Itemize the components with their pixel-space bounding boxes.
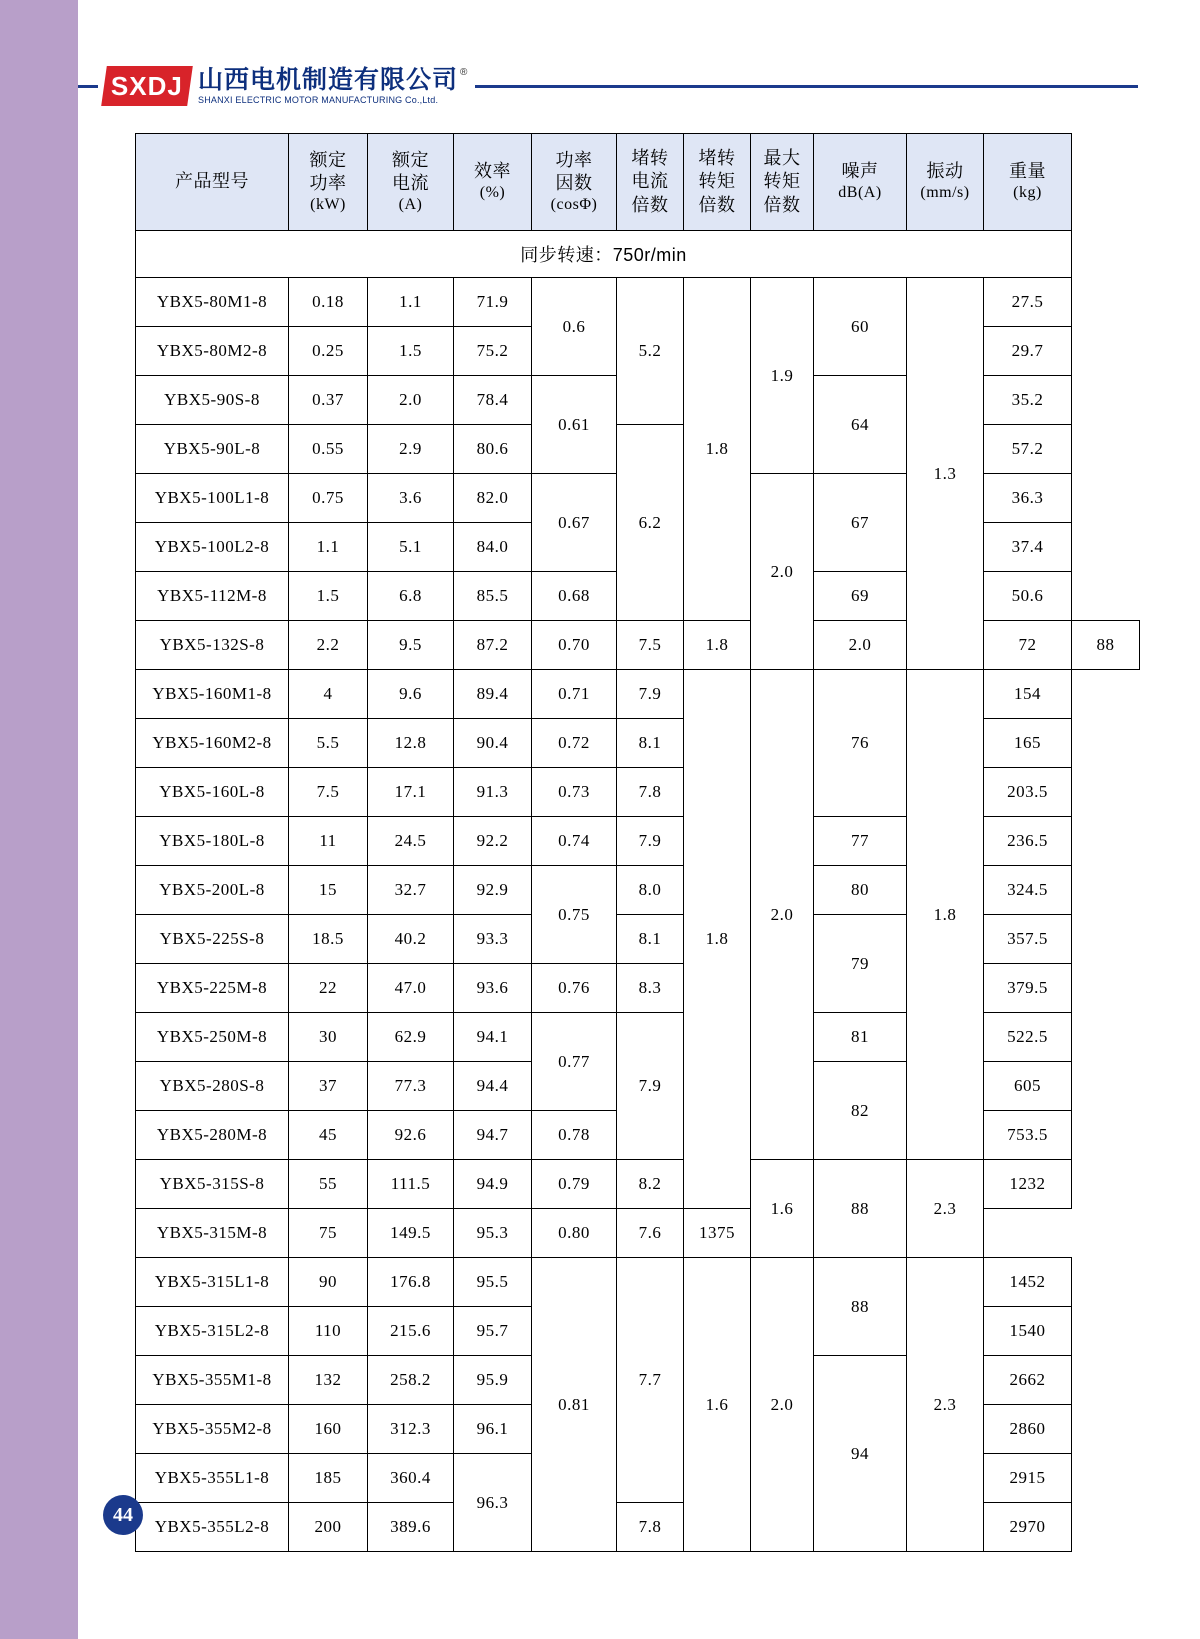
cell-power-factor: 0.74 [532,817,617,866]
cell-power-factor: 0.6 [532,278,617,376]
cell-current: 2.9 [368,425,454,474]
cell-power: 110 [289,1307,368,1356]
cell-power-factor: 0.81 [532,1258,617,1552]
page-content [78,0,1200,1639]
table-row [136,1013,1140,1062]
cell-model: YBX5-132S-8 [136,621,289,670]
cell-power: 0.18 [289,278,368,327]
cell-weight: 379.5 [984,964,1072,1013]
col-header-weight-unit: (kg) [1013,184,1042,202]
cell-current: 258.2 [368,1356,454,1405]
cell-locked-current: 7.6 [617,1209,684,1258]
cell-noise: 67 [814,474,907,572]
cell-weight: 324.5 [984,866,1072,915]
cell-model: YBX5-315S-8 [136,1160,289,1209]
cell-efficiency: 80.6 [454,425,532,474]
cell-model: YBX5-225S-8 [136,915,289,964]
cell-locked-current: 7.5 [617,621,684,670]
cell-current: 1.5 [368,327,454,376]
col-header-locked-current [617,134,684,231]
cell-model: YBX5-355L1-8 [136,1454,289,1503]
cell-weight: 88 [1072,621,1140,670]
cell-current: 40.2 [368,915,454,964]
col-header-efficiency-unit: (%) [479,184,506,202]
cell-efficiency: 82.0 [454,474,532,523]
cell-noise: 76 [814,670,907,817]
col-header-noise [814,134,907,231]
cell-current: 6.8 [368,572,454,621]
cell-efficiency: 94.9 [454,1160,532,1209]
cell-locked-torque: 1.8 [684,278,751,621]
cell-current: 9.6 [368,670,454,719]
cell-current: 9.5 [368,621,454,670]
cell-model: YBX5-90S-8 [136,376,289,425]
cell-weight: 605 [984,1062,1072,1111]
cell-weight: 203.5 [984,768,1072,817]
cell-weight: 2860 [984,1405,1072,1454]
cell-weight: 357.5 [984,915,1072,964]
cell-current: 149.5 [368,1209,454,1258]
cell-weight: 2915 [984,1454,1072,1503]
cell-max-torque: 2.0 [814,621,907,670]
cell-efficiency: 85.5 [454,572,532,621]
cell-noise: 79 [814,915,907,1013]
cell-locked-current: 7.8 [617,1503,684,1552]
cell-locked-current: 6.2 [617,425,684,621]
cell-current: 2.0 [368,376,454,425]
cell-model: YBX5-100L1-8 [136,474,289,523]
table-row [136,719,1140,768]
cell-power: 75 [289,1209,368,1258]
cell-model: YBX5-355M2-8 [136,1405,289,1454]
cell-noise: 81 [814,1013,907,1062]
cell-locked-current: 8.0 [617,866,684,915]
cell-current: 92.6 [368,1111,454,1160]
cell-efficiency: 92.9 [454,866,532,915]
cell-power: 1.5 [289,572,368,621]
cell-power-factor: 0.75 [532,866,617,964]
cell-efficiency: 95.5 [454,1258,532,1307]
cell-power: 0.55 [289,425,368,474]
cell-power: 132 [289,1356,368,1405]
cell-weight: 1452 [984,1258,1072,1307]
cell-model: YBX5-315L1-8 [136,1258,289,1307]
cell-power: 15 [289,866,368,915]
cell-current: 47.0 [368,964,454,1013]
cell-efficiency: 93.3 [454,915,532,964]
cell-power: 0.25 [289,327,368,376]
col-header-vibration-unit: (mm/s) [920,184,970,202]
table-row [136,670,1140,719]
cell-efficiency: 91.3 [454,768,532,817]
cell-locked-torque: 1.8 [684,670,751,1209]
table-row [136,768,1140,817]
cell-current: 24.5 [368,817,454,866]
col-header-current [368,134,454,231]
cell-model: YBX5-355L2-8 [136,1503,289,1552]
cell-power: 55 [289,1160,368,1209]
cell-max-torque: 2.0 [751,670,814,1160]
cell-model: YBX5-100L2-8 [136,523,289,572]
cell-weight: 35.2 [984,376,1072,425]
cell-weight: 522.5 [984,1013,1072,1062]
cell-model: YBX5-90L-8 [136,425,289,474]
cell-power: 7.5 [289,768,368,817]
col-header-efficiency-cn: 效率 [474,161,511,182]
col-header-power-cn: 额定 功率 [309,149,347,193]
cell-current: 360.4 [368,1454,454,1503]
cell-weight: 1540 [984,1307,1072,1356]
cell-power: 185 [289,1454,368,1503]
cell-weight: 154 [984,670,1072,719]
col-header-power-unit: (kW) [310,195,346,213]
table-row [136,1160,1140,1209]
cell-efficiency: 78.4 [454,376,532,425]
cell-power-factor: 0.79 [532,1160,617,1209]
cell-power-factor: 0.77 [532,1013,617,1111]
cell-power-factor: 0.67 [532,474,617,572]
table-row [136,425,1140,474]
cell-efficiency: 93.6 [454,964,532,1013]
cell-model: YBX5-280M-8 [136,1111,289,1160]
col-header-power-factor-unit: (cosΦ) [550,195,598,213]
col-header-current-cn: 额定 电流 [392,149,429,193]
table-row [136,1258,1140,1307]
cell-efficiency: 90.4 [454,719,532,768]
cell-power: 11 [289,817,368,866]
cell-efficiency: 96.3 [454,1454,532,1552]
col-header-max-torque-cn: 最大 转矩 倍数 [763,148,801,215]
table-header [136,134,1140,231]
col-header-power-factor-cn: 功率 因数 [555,149,593,193]
cell-model: YBX5-280S-8 [136,1062,289,1111]
cell-power-factor: 0.71 [532,670,617,719]
cell-noise: 72 [984,621,1072,670]
cell-efficiency: 94.1 [454,1013,532,1062]
cell-efficiency: 94.4 [454,1062,532,1111]
cell-current: 215.6 [368,1307,454,1356]
cell-current: 32.7 [368,866,454,915]
cell-power-factor: 0.68 [532,572,617,621]
cell-current: 3.6 [368,474,454,523]
cell-current: 5.1 [368,523,454,572]
cell-model: YBX5-225M-8 [136,964,289,1013]
col-header-model [136,134,289,231]
section-row-sync-speed [136,231,1140,278]
table-row [136,817,1140,866]
cell-efficiency: 75.2 [454,327,532,376]
cell-model: YBX5-315M-8 [136,1209,289,1258]
cell-current: 389.6 [368,1503,454,1552]
col-header-power [289,134,368,231]
cell-weight: 753.5 [984,1111,1072,1160]
cell-locked-current: 8.2 [617,1160,684,1209]
cell-noise: 64 [814,376,907,474]
table-body [136,231,1140,1552]
col-header-current-unit: (A) [398,195,423,213]
col-header-vibration [907,134,984,231]
cell-efficiency: 94.7 [454,1111,532,1160]
col-header-weight [984,134,1072,231]
cell-model: YBX5-160L-8 [136,768,289,817]
cell-model: YBX5-80M2-8 [136,327,289,376]
cell-weight: 50.6 [984,572,1072,621]
cell-weight: 1232 [984,1160,1072,1209]
cell-power: 90 [289,1258,368,1307]
cell-locked-current: 5.2 [617,278,684,425]
cell-noise: 77 [814,817,907,866]
cell-weight: 1375 [684,1209,751,1258]
col-header-noise-cn: 噪声 [841,161,879,182]
cell-model: YBX5-200L-8 [136,866,289,915]
cell-locked-current: 8.3 [617,964,684,1013]
cell-max-torque: 2.0 [751,1258,814,1552]
cell-locked-current: 7.9 [617,670,684,719]
cell-vibration: 1.8 [907,670,984,1160]
col-header-noise-unit: dB(A) [838,184,882,202]
col-header-max-torque [751,134,814,231]
cell-model: YBX5-315L2-8 [136,1307,289,1356]
cell-noise: 60 [814,278,907,376]
cell-locked-current: 7.7 [617,1258,684,1503]
cell-vibration: 1.3 [907,278,984,670]
cell-power: 0.37 [289,376,368,425]
cell-efficiency: 92.2 [454,817,532,866]
cell-power: 22 [289,964,368,1013]
cell-power-factor: 0.72 [532,719,617,768]
cell-weight: 2970 [984,1503,1072,1552]
cell-weight: 37.4 [984,523,1072,572]
table-row [136,1209,1140,1258]
cell-locked-current: 7.9 [617,817,684,866]
cell-efficiency: 71.9 [454,278,532,327]
sxdj-logo-icon [101,66,193,106]
cell-power: 5.5 [289,719,368,768]
cell-noise: 88 [814,1258,907,1356]
cell-noise: 94 [814,1356,907,1552]
cell-locked-torque: 1.6 [751,1160,814,1258]
col-header-locked-torque [684,134,751,231]
cell-current: 62.9 [368,1013,454,1062]
cell-weight: 29.7 [984,327,1072,376]
cell-power-factor: 0.76 [532,964,617,1013]
cell-power: 30 [289,1013,368,1062]
cell-model: YBX5-355M1-8 [136,1356,289,1405]
cell-power: 1.1 [289,523,368,572]
page-number-badge: 44 [103,1495,143,1535]
page-header [78,55,1138,117]
cell-efficiency: 95.9 [454,1356,532,1405]
table-row [136,278,1140,327]
col-header-locked-current-cn: 堵转 电流 倍数 [631,148,669,215]
cell-current: 1.1 [368,278,454,327]
cell-model: YBX5-180L-8 [136,817,289,866]
company-name-cn: 山西电机制造有限公司 [198,65,459,94]
cell-current: 312.3 [368,1405,454,1454]
cell-power: 18.5 [289,915,368,964]
cell-locked-current: 8.1 [617,719,684,768]
cell-current: 111.5 [368,1160,454,1209]
cell-power: 160 [289,1405,368,1454]
cell-power: 4 [289,670,368,719]
cell-model: YBX5-112M-8 [136,572,289,621]
cell-noise: 69 [814,572,907,621]
cell-current: 176.8 [368,1258,454,1307]
cell-power: 45 [289,1111,368,1160]
cell-power-factor: 0.80 [532,1209,617,1258]
cell-locked-torque: 1.8 [684,621,751,670]
cell-power: 37 [289,1062,368,1111]
col-header-locked-torque-cn: 堵转 转矩 倍数 [698,148,736,215]
cell-weight: 165 [984,719,1072,768]
company-name-en: SHANXI ELECTRIC MOTOR MANUFACTURING Co.,Ltd. [198,95,439,106]
cell-power: 200 [289,1503,368,1552]
table-row [136,621,1140,670]
col-header-power-factor [532,134,617,231]
cell-weight: 36.3 [984,474,1072,523]
cell-power-factor: 0.70 [532,621,617,670]
cell-power-factor: 0.61 [532,376,617,474]
cell-efficiency: 95.7 [454,1307,532,1356]
cell-vibration: 2.3 [907,1258,984,1552]
cell-locked-current: 7.8 [617,768,684,817]
col-header-weight-cn: 重量 [1009,161,1046,182]
cell-power: 2.2 [289,621,368,670]
cell-efficiency: 87.2 [454,621,532,670]
cell-weight: 57.2 [984,425,1072,474]
cell-power-factor: 0.78 [532,1111,617,1160]
cell-noise: 82 [814,1062,907,1160]
cell-weight: 2662 [984,1356,1072,1405]
brand-logo [104,66,467,106]
cell-current: 12.8 [368,719,454,768]
cell-max-torque: 1.9 [751,278,814,474]
cell-power: 0.75 [289,474,368,523]
cell-efficiency: 95.3 [454,1209,532,1258]
registered-mark-icon: ® [460,66,468,78]
cell-efficiency: 84.0 [454,523,532,572]
header-rule-left [78,85,98,88]
cell-model: YBX5-80M1-8 [136,278,289,327]
table-row [136,915,1140,964]
table-row [136,1503,1140,1552]
logo-text: SXDJ [111,70,183,101]
cell-vibration: 2.3 [907,1160,984,1258]
cell-noise: 80 [814,866,907,915]
cell-model: YBX5-160M1-8 [136,670,289,719]
header-rule-right [475,85,1138,88]
cell-power-factor: 0.73 [532,768,617,817]
cell-weight: 236.5 [984,817,1072,866]
cell-model: YBX5-160M2-8 [136,719,289,768]
cell-current: 17.1 [368,768,454,817]
section-title: 同步转速：750r/min [136,231,1072,278]
cell-efficiency: 96.1 [454,1405,532,1454]
cell-weight: 27.5 [984,278,1072,327]
cell-max-torque: 2.0 [751,474,814,670]
motor-spec-table [135,133,1140,1552]
cell-model: YBX5-250M-8 [136,1013,289,1062]
cell-locked-torque: 1.6 [684,1258,751,1552]
table-row [136,866,1140,915]
cell-noise: 88 [814,1160,907,1258]
col-header-efficiency [454,134,532,231]
cell-efficiency: 89.4 [454,670,532,719]
header-row [136,134,1140,231]
cell-current: 77.3 [368,1062,454,1111]
cell-locked-current: 7.9 [617,1013,684,1160]
col-header-model-cn: 产品型号 [175,171,249,192]
col-header-vibration-cn: 振动 [926,161,964,182]
cell-locked-current: 8.1 [617,915,684,964]
table-row [136,964,1140,1013]
page-left-band [0,0,78,1639]
